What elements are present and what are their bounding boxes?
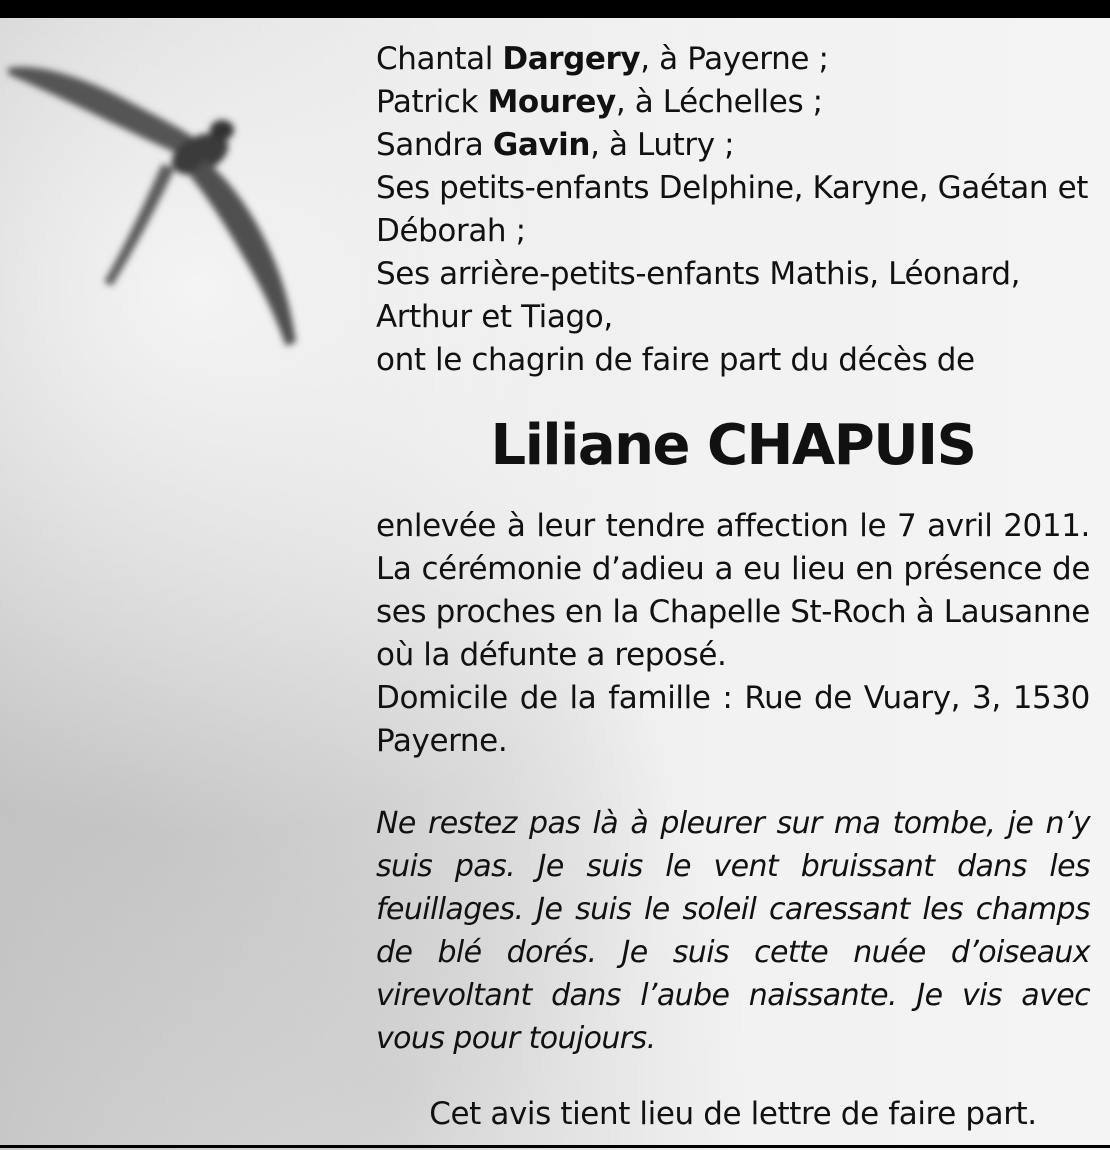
gull-image — [0, 50, 320, 360]
passing-text: enlevée à leur tendre affection le 7 avril 2011. La cérémonie d’adieu a eu lieu en présence de ses proches en la Chapelle St-Roch à Lausanne où la défunte a reposé. — [376, 508, 1090, 673]
poem-text: Ne restez pas là à pleurer sur ma tombe, je n’y suis pas. Je suis le vent bruissant dans les feuillages. Je suis le soleil caressant les champs de blé dorés. Je suis cette nuée d’oiseaux virevoltant dans l’aube naissante. Je vis avec vous pour toujours. — [376, 806, 1090, 1056]
details-block — [376, 505, 1090, 763]
great-grandchildren-line: Ses arrière-petits-enfants Mathis, Léonard, — [376, 256, 1021, 292]
grandchildren-line: Déborah ; — [376, 213, 526, 249]
family-list — [376, 38, 1090, 382]
closing-text: Cet avis tient lieu de lettre de faire part. — [429, 1096, 1037, 1132]
domicile-text: Domicile de la famille : Rue de Vuary, 3, 1530 Payerne. — [376, 680, 1090, 759]
top-border — [0, 0, 1110, 18]
family-line: Patrick Mourey, à Léchelles ; — [376, 84, 823, 120]
family-surname: Gavin — [492, 127, 591, 163]
announcement-line: ont le chagrin de faire part du décès de — [376, 342, 975, 378]
bottom-rule — [0, 1145, 1110, 1148]
family-surname: Mourey — [487, 84, 616, 120]
great-grandchildren-line: Arthur et Tiago, — [376, 299, 613, 335]
deceased-name: Liliane CHAPUIS — [490, 413, 976, 478]
family-line: Sandra Gavin, à Lutry ; — [376, 127, 735, 163]
family-surname: Dargery — [502, 41, 641, 77]
poem-block — [376, 802, 1090, 1060]
family-line: Chantal Dargery, à Payerne ; — [376, 41, 829, 77]
grandchildren-line: Ses petits-enfants Delphine, Karyne, Gaétan et — [376, 170, 1088, 206]
